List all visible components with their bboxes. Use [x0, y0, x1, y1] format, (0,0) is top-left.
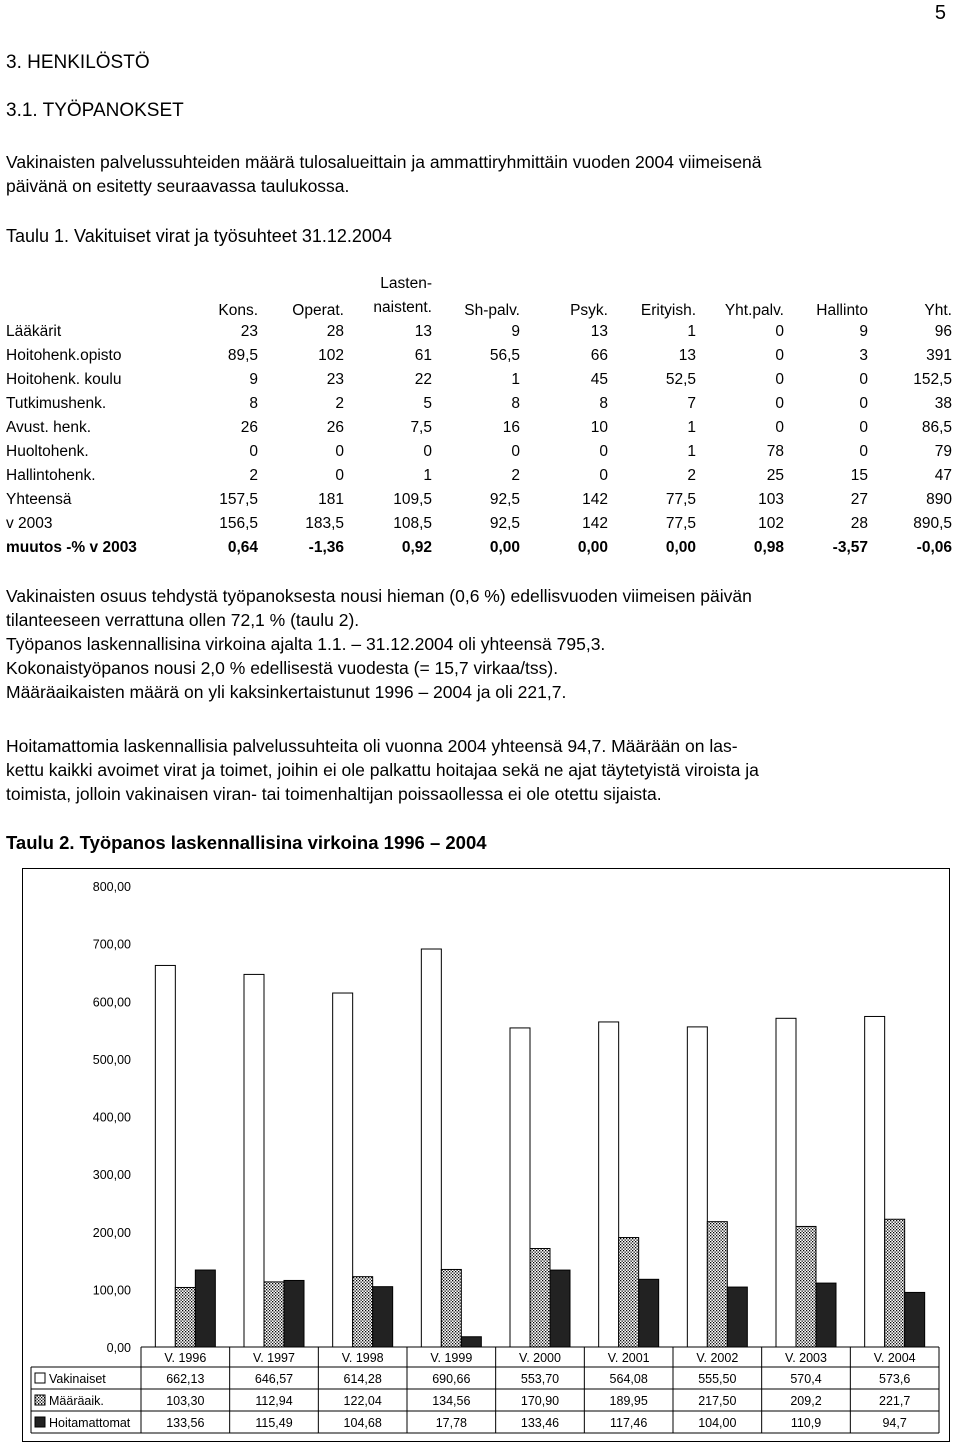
intro-line: Vakinaisten palvelussuhteiden määrä tulosalueittain ja ammattiryhmittäin vuoden 2004 viimeisenä	[6, 152, 762, 172]
table-cell: 391	[926, 347, 952, 364]
data-label: 189,95	[609, 1394, 648, 1408]
column-header: Sh-palv.	[464, 302, 520, 319]
table-cell: 9	[859, 323, 868, 340]
legend-swatch	[35, 1395, 45, 1405]
table-cell: 0	[775, 419, 784, 436]
bar-vakinaiset	[510, 1028, 530, 1347]
column-header: Erityish.	[640, 302, 696, 319]
table-cell: 1	[687, 323, 696, 340]
x-tick-label: V. 2001	[607, 1351, 650, 1365]
data-label: 122,04	[343, 1394, 382, 1408]
table-cell: 47	[934, 467, 952, 484]
table-cell: 0,00	[577, 539, 608, 556]
table-cell: 0	[335, 443, 344, 460]
table-cell: 8	[511, 395, 520, 412]
row-label: muutos -% v 2003	[6, 539, 137, 556]
bar-mraik	[885, 1219, 905, 1347]
data-label: 662,13	[166, 1372, 205, 1386]
table-cell: 16	[502, 419, 520, 436]
table-cell: 52,5	[665, 371, 696, 388]
data-label: 614,28	[343, 1372, 382, 1386]
row-label: v 2003	[6, 515, 53, 532]
table-row	[6, 368, 952, 392]
data-label: 17,78	[435, 1416, 467, 1430]
data-label: 94,7	[882, 1416, 907, 1430]
table-cell: 142	[582, 515, 608, 532]
y-tick-label: 200,00	[92, 1225, 131, 1240]
bar-chart	[23, 869, 949, 1441]
table-cell: 8	[249, 395, 258, 412]
note-line: Hoitamattomia laskennallisia palvelussuhteita oli vuonna 2004 yhteensä 94,7. Määrään on las-	[6, 736, 738, 756]
intro-line: päivänä on esitetty seuraavassa taulukossa.	[6, 176, 350, 196]
bar-hoitamattomat	[550, 1270, 570, 1347]
row-label: Huoltohenk.	[6, 443, 89, 460]
table-cell: 78	[766, 443, 784, 460]
row-label: Lääkärit	[6, 323, 62, 340]
table-cell: 181	[318, 491, 344, 508]
y-tick-label: 300,00	[92, 1168, 131, 1183]
bar-vakinaiset	[244, 974, 264, 1347]
table-cell: 2	[335, 395, 344, 412]
data-label: 553,70	[520, 1372, 560, 1386]
y-tick-label: 0,00	[106, 1341, 131, 1355]
column-header	[344, 268, 432, 320]
data-label: 103,30	[166, 1394, 205, 1408]
note-line: toimista, jolloin vakinaisen viran- tai toimenhaltijan poissaollessa ei ole otettu sijaista.	[6, 784, 662, 804]
bar-mraik	[175, 1287, 195, 1347]
table-cell: 66	[590, 347, 608, 364]
table-cell: 61	[414, 347, 432, 364]
data-label: 646,57	[254, 1372, 294, 1386]
table-cell: 0	[511, 443, 520, 460]
table1-title: Taulu 1. Vakituiset virat ja työsuhteet 31.12.2004	[6, 226, 392, 246]
table-cell: 26	[240, 419, 258, 436]
legend-swatch	[35, 1373, 45, 1383]
table-cell: 0,00	[665, 539, 696, 556]
y-tick-label: 400,00	[92, 1110, 131, 1125]
table-cell: 1	[511, 371, 520, 388]
data-label: 133,56	[166, 1416, 205, 1430]
table-cell: 25	[766, 467, 784, 484]
table-cell: 157,5	[219, 491, 258, 508]
table-cell: 0	[775, 323, 784, 340]
data-label: 134,56	[432, 1394, 471, 1408]
y-tick-label: 700,00	[92, 937, 131, 952]
data-label: 555,50	[698, 1372, 737, 1386]
column-header: Psyk.	[570, 302, 608, 319]
summary-line: Määräaikaisten määrä on yli kaksinkertaistunut 1996 – 2004 ja oli 221,7.	[6, 682, 567, 702]
table-row	[6, 488, 952, 512]
column-header-text: Lasten- naistent.	[373, 275, 432, 316]
table-cell: -3,57	[832, 539, 868, 556]
table-corner	[6, 268, 156, 320]
data-label: 133,46	[520, 1416, 560, 1430]
data-label: 217,50	[698, 1394, 737, 1408]
table-cell: 0,98	[753, 539, 784, 556]
table-cell: 0	[775, 347, 784, 364]
table-cell: 96	[934, 323, 952, 340]
table-cell: 0,64	[227, 539, 258, 556]
table-cell: 142	[582, 491, 608, 508]
data-label: 104,68	[343, 1416, 382, 1430]
data-label: 104,00	[698, 1416, 737, 1430]
table-cell: -0,06	[916, 539, 952, 556]
bar-hoitamattomat	[816, 1283, 836, 1347]
data-label: 170,90	[520, 1394, 560, 1408]
table-cell: 23	[326, 371, 344, 388]
data-label: 570,4	[790, 1372, 822, 1386]
table-cell: 45	[590, 371, 608, 388]
row-label: Yhteensä	[6, 491, 72, 508]
x-tick-label: V. 1997	[253, 1351, 295, 1365]
column-header: Yht.palv.	[724, 302, 784, 319]
bar-hoitamattomat	[727, 1287, 747, 1347]
bar-vakinaiset	[776, 1018, 796, 1347]
data-label: 573,6	[879, 1372, 911, 1386]
table-cell: 108,5	[393, 515, 432, 532]
table-cell: 28	[326, 323, 344, 340]
table-cell: 0	[775, 371, 784, 388]
row-label: Hoitohenk. koulu	[6, 371, 122, 388]
chart-frame	[22, 868, 950, 1442]
bar-hoitamattomat	[195, 1270, 215, 1347]
table-cell: 0	[599, 443, 608, 460]
legend-label: Vakinaiset	[49, 1372, 106, 1386]
table-row	[6, 464, 952, 488]
summary-line: Kokonaistyöpanos nousi 2,0 % edellisestä vuodesta (= 15,7 virkaa/tss).	[6, 658, 559, 678]
y-tick-label: 800,00	[92, 880, 131, 894]
bar-mraik	[530, 1249, 550, 1347]
table-cell: 8	[599, 395, 608, 412]
bar-mraik	[264, 1282, 284, 1347]
table-cell: 0,00	[489, 539, 520, 556]
bar-mraik	[353, 1277, 373, 1347]
table-cell: 0,92	[401, 539, 432, 556]
table-cell: 5	[423, 395, 432, 412]
table-cell: 27	[850, 491, 868, 508]
table-cell: 77,5	[665, 515, 696, 532]
heading-sub: 3.1. TYÖPANOKSET	[6, 100, 184, 121]
table-cell: 86,5	[921, 419, 952, 436]
table-cell: -1,36	[308, 539, 344, 556]
staff-table	[6, 268, 952, 560]
column-header: Yht.	[924, 302, 952, 319]
table-cell: 156,5	[219, 515, 258, 532]
table-cell: 0	[859, 395, 868, 412]
table-cell: 15	[850, 467, 868, 484]
y-tick-label: 100,00	[92, 1283, 131, 1298]
bar-mraik	[796, 1226, 816, 1347]
table-cell: 77,5	[665, 491, 696, 508]
table-cell: 0	[599, 467, 608, 484]
heading-main: 3. HENKILÖSTÖ	[6, 52, 150, 73]
table-row	[6, 536, 952, 560]
table-cell: 102	[758, 515, 784, 532]
table-cell: 89,5	[227, 347, 258, 364]
table-cell: 28	[850, 515, 868, 532]
table-cell: 7	[687, 395, 696, 412]
table-row	[6, 416, 952, 440]
summary-line: tilanteeseen verrattuna ollen 72,1 % (taulu 2).	[6, 610, 360, 630]
bar-vakinaiset	[155, 965, 175, 1347]
bar-vakinaiset	[865, 1016, 885, 1347]
bar-vakinaiset	[333, 993, 353, 1347]
table-cell: 3	[859, 347, 868, 364]
data-label: 690,66	[432, 1372, 471, 1386]
table-cell: 13	[414, 323, 432, 340]
table-cell: 0	[423, 443, 432, 460]
legend-swatch	[35, 1417, 45, 1427]
table-cell: 1	[423, 467, 432, 484]
bar-hoitamattomat	[284, 1280, 304, 1347]
x-tick-label: V. 2000	[519, 1351, 561, 1365]
table-cell: 13	[678, 347, 696, 364]
table-cell: 9	[249, 371, 258, 388]
note-line: kettu kaikki avoimet virat ja toimet, joihin ei ole palkattu hoitajaa sekä ne ajat täytetyistä viroista ja	[6, 760, 759, 780]
table-cell: 1	[687, 443, 696, 460]
table-cell: 1	[687, 419, 696, 436]
table-cell: 26	[326, 419, 344, 436]
column-header: Operat.	[292, 302, 344, 319]
intro-paragraph	[6, 150, 956, 198]
table-cell: 0	[335, 467, 344, 484]
table-cell: 103	[758, 491, 784, 508]
table-cell: 92,5	[489, 491, 520, 508]
table-cell: 10	[590, 419, 608, 436]
x-tick-label: V. 1999	[430, 1351, 473, 1365]
summary-line: Työpanos laskennallisina virkoina ajalta 1.1. – 31.12.2004 oli yhteensä 795,3.	[6, 634, 606, 654]
table-cell: 183,5	[305, 515, 344, 532]
table-cell: 0	[859, 419, 868, 436]
table-row	[6, 512, 952, 536]
x-tick-label: V. 2002	[696, 1351, 739, 1365]
bar-hoitamattomat	[373, 1287, 393, 1347]
table-cell: 109,5	[393, 491, 432, 508]
table-cell: 0	[775, 395, 784, 412]
table-cell: 890	[926, 491, 952, 508]
bar-vakinaiset	[687, 1027, 707, 1347]
x-tick-label: V. 2004	[873, 1351, 916, 1365]
x-tick-label: V. 2003	[785, 1351, 827, 1365]
summary-paragraph	[6, 584, 956, 704]
table-cell: 38	[934, 395, 952, 412]
bar-vakinaiset	[421, 949, 441, 1347]
data-label: 115,49	[255, 1416, 293, 1430]
table-cell: 56,5	[489, 347, 520, 364]
data-label: 117,46	[610, 1416, 648, 1430]
legend-label: Hoitamattomat	[49, 1416, 131, 1430]
data-label: 221,7	[879, 1394, 911, 1408]
table-cell: 79	[934, 443, 952, 460]
table-cell: 7,5	[410, 419, 432, 436]
row-label: Hallintohenk.	[6, 467, 96, 484]
bar-hoitamattomat	[639, 1279, 659, 1347]
table-cell: 2	[249, 467, 258, 484]
summary-line: Vakinaisten osuus tehdystä työpanoksesta nousi hieman (0,6 %) edellisvuoden viimeisen päivän	[6, 586, 752, 606]
table-cell: 23	[240, 323, 258, 340]
page-number: 5	[934, 2, 946, 24]
data-label: 112,94	[255, 1394, 293, 1408]
bar-hoitamattomat	[461, 1337, 481, 1347]
table-row	[6, 440, 952, 464]
table-cell: 2	[511, 467, 520, 484]
data-label: 110,9	[790, 1416, 822, 1430]
table-cell: 0	[249, 443, 258, 460]
y-tick-label: 600,00	[92, 995, 131, 1010]
table-row	[6, 392, 952, 416]
table-row	[6, 344, 952, 368]
row-label: Hoitohenk.opisto	[6, 347, 122, 364]
table-cell: 2	[687, 467, 696, 484]
table-cell: 13	[590, 323, 608, 340]
table-row	[6, 320, 952, 344]
bar-mraik	[707, 1222, 727, 1347]
y-tick-label: 500,00	[92, 1052, 131, 1067]
bar-vakinaiset	[599, 1022, 619, 1347]
bar-mraik	[441, 1269, 461, 1347]
row-label: Tutkimushenk.	[6, 395, 107, 412]
table2-title: Taulu 2. Työpanos laskennallisina virkoina 1996 – 2004	[6, 832, 487, 853]
legend-label: Määräaik.	[49, 1394, 104, 1408]
note-paragraph	[6, 734, 956, 806]
table-cell: 152,5	[913, 371, 952, 388]
data-label: 564,08	[609, 1372, 648, 1386]
x-tick-label: V. 1996	[164, 1351, 207, 1365]
table-cell: 0	[859, 371, 868, 388]
x-tick-label: V. 1998	[341, 1351, 384, 1365]
data-label: 209,2	[790, 1394, 822, 1408]
table-cell: 9	[511, 323, 520, 340]
table-cell: 92,5	[489, 515, 520, 532]
bar-mraik	[619, 1238, 639, 1347]
table-cell: 0	[859, 443, 868, 460]
table-cell: 102	[318, 347, 344, 364]
table-cell: 890,5	[913, 515, 952, 532]
table-cell: 22	[414, 371, 432, 388]
column-header: Hallinto	[816, 302, 868, 319]
bar-hoitamattomat	[905, 1292, 925, 1347]
column-header: Kons.	[218, 302, 258, 319]
row-label: Avust. henk.	[6, 419, 92, 436]
